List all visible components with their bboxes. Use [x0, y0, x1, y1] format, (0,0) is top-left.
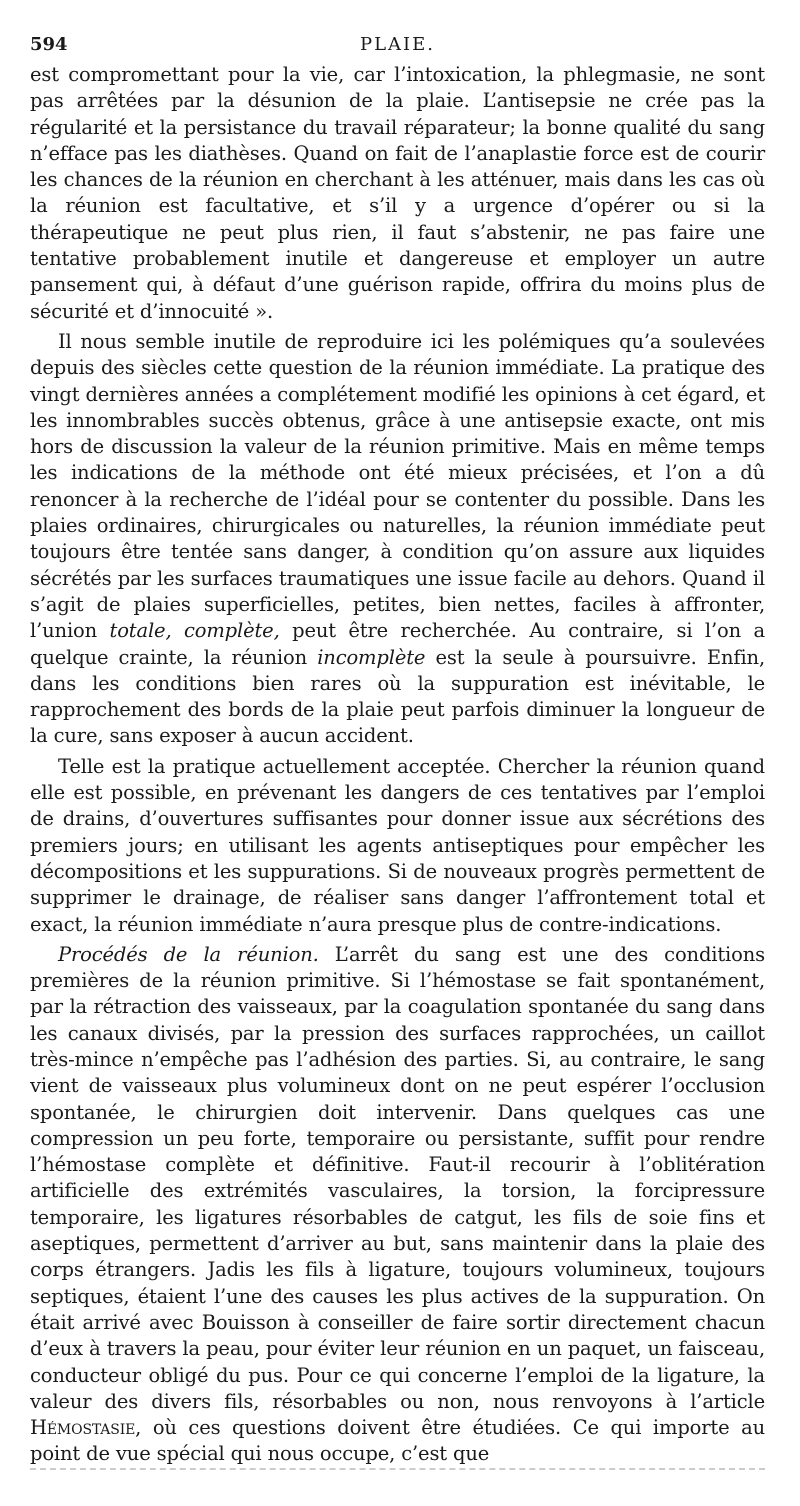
- paragraph-text: , où ces questions doivent être étudiées. Ce qui importe au point de vue spécial qui nous occupe, c’est que: [30, 1416, 765, 1466]
- emphasis-text: incomplète: [317, 645, 426, 669]
- paragraph-pratique-actuelle: [30, 754, 765, 938]
- document-page: [30, 28, 765, 1468]
- paragraph-text: Telle est la pratique actuellement acceptée. Chercher la réunion quand elle est possible, en prévenant les dangers de ces tentatives par l’emploi de drains, d’ouvertures suffisantes pour donner issue aux sécrétions des premiers jours; en utilisant les agents antiseptiques pour empêcher les décompositions et les suppurations. Si de nouveaux progrès permettent de supprimer le drainage, de réaliser sans danger l’affrontement total et exact, la réunion immédiate n’aura presque plus de contre-indications.: [30, 754, 765, 936]
- section-heading-inline: Procédés de la réunion.: [58, 942, 319, 966]
- paragraph-text: peut être recherchée. Au contraire, si l’on a quelque crainte, la réunion: [30, 619, 765, 669]
- cross-reference: Hémostasie: [30, 1416, 136, 1440]
- running-head: PLAIE.: [359, 34, 436, 55]
- paragraph-text: L’arrêt du sang est une des conditions premières de la réunion primitive. Si l’hémostase se fait spontanément, par la rétraction des vaisseaux, par la coagulation spontanée du sang dans les canaux divisés, par la pression des surfaces rapprochées, un caillot très-mince n’empêche pas l’adhésion des parties. Si, au contraire, le sang vient de vaisseaux plus volumineux dont on ne peut espérer l’occlusion spontanée, le chirurgien doit intervenir. Dans quelques cas une compression un peu forte, temporaire ou persistante, suffit pour rendre l’hémostase complète et définitive. Faut-il recourir à l’oblitération artificielle des extrémités vasculaires, la torsion, la forcipressure temporaire, les ligatures résorbables de catgut, les fils de soie fins et aseptiques, permettent d’arriver au but, sans maintenir dans la plaie des corps étrangers. Jadis les fils à ligature, toujours volumineux, toujours septiques, étaient l’une des causes les plus actives de la suppuration. On était arrivé avec Bouisson à conseiller de faire sortir directement chacun d’eux à travers la peau, pour éviter leur réunion en un paquet, un faisceau, conducteur obligé du pus. Pour ce qui concerne l’emploi de la ligature, la valeur des divers fils, résorbables ou non, nous renvoyons à l’article: [30, 942, 766, 1413]
- paragraph-procedes-reunion: [30, 942, 765, 1468]
- paragraph-continuation: [30, 62, 765, 325]
- page-number: 594: [30, 34, 68, 55]
- paragraph-reunion-immediate: [30, 329, 765, 750]
- emphasis-text: totale, complète,: [109, 619, 280, 643]
- page-header: [30, 28, 765, 62]
- bleed-through-line: [30, 1468, 765, 1470]
- paragraph-text: est compromettant pour la vie, car l’intoxication, la phlegmasie, ne sont pas arrêtées par la désunion de la plaie. L’antisepsie ne crée pas la régularité et la persistance du travail réparateur; la bonne qualité du sang n’efface pas les diathèses. Quand on fait de l’anaplastie force est de courir les chances de la réunion en cherchant à les atténuer, mais dans les cas où la réunion est facultative, et s’il y a urgence d’opérer ou si la thérapeutique ne peut plus rien, il faut s’abstenir, ne pas faire une tentative probablement inutile et dangereuse et employer un autre pansement qui, à défaut d’une guérison rapide, offrira du moins plus de sécurité et d’innocuité ».: [30, 63, 765, 323]
- paragraph-text: est la seule à poursuivre. Enfin, dans les conditions bien rares où la suppuration est inévitable, le rapprochement des bords de la plaie peut parfois diminuer la longueur de la cure, sans exposer à aucun accident.: [30, 645, 766, 748]
- paragraph-text: Il nous semble inutile de reproduire ici les polémiques qu’a soulevées depuis des siècles cette question de la réunion immédiate. La pratique des vingt dernières années a complétement modifié les opinions à cet égard, et les innombrables succès obtenus, grâce à une antisepsie exacte, ont mis hors de discussion la valeur de la réunion primitive. Mais en même temps les indications de la méthode ont été mieux précisées, et l’on a dû renoncer à la recherche de l’idéal pour se contenter du possible. Dans les plaies ordinaires, chirurgicales ou naturelles, la réunion immédiate peut toujours être tentée sans danger, à condition qu’on assure aux liquides sécrétés par les surfaces traumatiques une issue facile au dehors. Quand il s’agit de plaies superficielles, petites, bien nettes, faciles à affronter, l’union: [30, 329, 765, 643]
